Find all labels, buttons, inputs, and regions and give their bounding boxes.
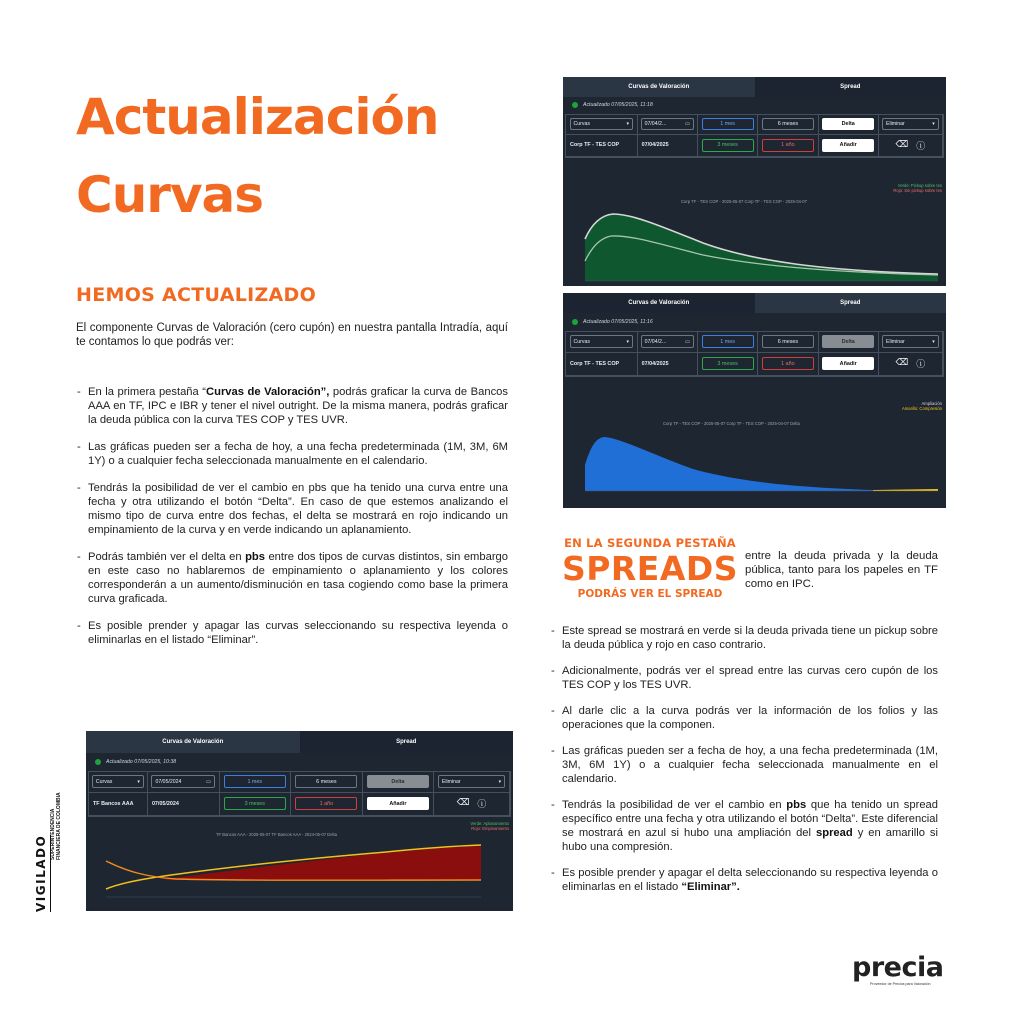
list-item: - Las gráficas pueden ser a fecha de hoy, a una fecha predeterminada (1M, 3M, 6M 1Y) o a cualquier fecha seleccionada manualmente en el calendario. bbox=[550, 744, 938, 786]
yield-curve-chart[interactable] bbox=[563, 205, 946, 286]
vigilado-label: VIGILADO bbox=[34, 835, 51, 912]
tab-curvas-valoracion[interactable]: Curvas de Valoración bbox=[86, 731, 300, 753]
delta-button[interactable]: Delta bbox=[822, 335, 874, 347]
legend-note-1: Ampliación bbox=[921, 401, 942, 406]
one-year-button[interactable]: 1 año bbox=[762, 139, 814, 152]
list-item: - Tendrás la posibilidad de ver el cambio en pbs que ha tenido una curva entre una fecha y otra utilizando el botón “Delta”. En caso de que estemos analizando el mismo tipo de curva entre dos fechas, el delta se mostrará en rojo indicando un empinamiento de la curva y en verde indicando un aplanamiento. bbox=[76, 481, 508, 537]
anadir-button[interactable]: Añadir bbox=[367, 797, 429, 811]
eliminar-dropdown[interactable]: Eliminar ▾ bbox=[882, 118, 939, 130]
spreads-description: entre la deuda privada y la deuda pública, tanto para los papeles en TF como en IPC. bbox=[745, 550, 938, 590]
date-picker[interactable]: 07/04/2... ▭ bbox=[641, 335, 694, 347]
tab-spread[interactable]: Spread bbox=[300, 731, 514, 753]
eraser-icon[interactable]: ⌫ bbox=[895, 357, 909, 368]
date-picker[interactable]: 07/04/2... ▭ bbox=[641, 118, 694, 130]
chevron-down-icon: ▾ bbox=[498, 778, 502, 785]
curve-date: 07/04/2025 bbox=[638, 353, 698, 376]
delta-area bbox=[585, 214, 938, 281]
superintendencia-label: SUPERINTENDENCIA FINANCIERA DE COLOMBIA bbox=[50, 792, 62, 860]
one-month-button[interactable]: 1 mes bbox=[702, 118, 754, 130]
chevron-down-icon: ▾ bbox=[626, 121, 630, 128]
curvas-valoracion-screenshot-top bbox=[563, 77, 946, 286]
spreads-kicker: EN LA SEGUNDA PESTAÑA bbox=[564, 536, 736, 550]
delta-button[interactable]: Delta bbox=[367, 775, 429, 787]
chevron-down-icon: ▾ bbox=[932, 338, 935, 345]
title-line-1: Actualización bbox=[76, 88, 439, 146]
updated-timestamp: Actualizado 07/05/2025, 10:38 bbox=[106, 758, 177, 765]
list-item: - Es posible prender y apagar las curvas seleccionando su respectiva leyenda o eliminarlas en el listado “Eliminar”. bbox=[76, 619, 508, 647]
one-year-button[interactable]: 1 año bbox=[762, 357, 814, 371]
three-months-button[interactable]: 3 meses bbox=[702, 139, 754, 152]
updated-timestamp: Actualizado 07/05/2025, 11:18 bbox=[583, 102, 653, 109]
logo-tagline: Proveedor de Precios para Valoración bbox=[870, 982, 931, 986]
list-item: - Las gráficas pueden ser a fecha de hoy, a una fecha predeterminada (1M, 3M, 6M 1Y) o a cualquier fecha seleccionada manualmente en el calendario. bbox=[76, 440, 508, 468]
one-month-button[interactable]: 1 mes bbox=[224, 775, 286, 787]
tab-curvas-valoracion[interactable]: Curvas de Valoración bbox=[563, 293, 755, 313]
legend-note-2: Amarillo: Compresión bbox=[901, 406, 942, 411]
list-item: - Este spread se mostrará en verde si la deuda privada tiene un pickup sobre la deuda pública y rojo en caso contrario. bbox=[550, 624, 938, 652]
page-title bbox=[76, 78, 546, 234]
chevron-down-icon: ▾ bbox=[932, 121, 935, 128]
precia-logo: precia bbox=[852, 952, 944, 983]
chevron-down-icon: ▾ bbox=[626, 338, 630, 345]
date-picker[interactable]: 07/05/2024 ▭ bbox=[151, 775, 215, 787]
curvas-dropdown[interactable]: Curvas ▾ bbox=[92, 775, 144, 787]
chart-legend[interactable]: Corp TF - TES COP - 2025-05-07 Corp TF - TES COP - 2025-04-07 bbox=[681, 199, 807, 204]
status-dot bbox=[572, 102, 578, 108]
section-heading: HEMOS ACTUALIZADO bbox=[76, 284, 317, 306]
spread-delta-chart[interactable] bbox=[563, 427, 946, 508]
tab-spread[interactable]: Spread bbox=[755, 293, 947, 313]
delta-button[interactable]: Delta bbox=[822, 118, 874, 130]
legend-note-2: Rojo: Empinamiento bbox=[471, 826, 509, 831]
curvas-dropdown[interactable]: Curvas ▾ bbox=[570, 118, 634, 130]
intro-paragraph: El componente Curvas de Valoración (cero cupón) en nuestra pantalla Intradía, aquí te contamos lo que podrás ver: bbox=[76, 322, 508, 348]
three-months-button[interactable]: 3 meses bbox=[224, 797, 286, 811]
help-icon[interactable]: ⓘ bbox=[477, 799, 487, 810]
six-months-button[interactable]: 6 meses bbox=[295, 775, 357, 787]
help-icon[interactable]: ⓘ bbox=[916, 359, 926, 370]
chevron-down-icon: ▾ bbox=[137, 778, 141, 785]
six-months-button[interactable]: 6 meses bbox=[762, 335, 814, 347]
anadir-button[interactable]: Añadir bbox=[822, 139, 874, 152]
legend-note-1: Verde: Aplanamiento bbox=[470, 821, 509, 826]
updated-timestamp: Actualizado 07/05/2025, 11:16 bbox=[583, 319, 653, 326]
list-item: - Adicionalmente, podrás ver el spread entre las curvas cero cupón de los TES COP y los TES UVR. bbox=[550, 664, 938, 692]
eraser-icon[interactable]: ⌫ bbox=[895, 138, 909, 149]
status-dot bbox=[572, 319, 578, 325]
calendar-icon: ▭ bbox=[685, 338, 690, 345]
spreads-callout bbox=[560, 536, 740, 600]
calendar-icon: ▭ bbox=[206, 778, 211, 785]
spreads-heading: SPREADS bbox=[561, 549, 739, 588]
help-icon[interactable]: ⓘ bbox=[916, 140, 926, 151]
eliminar-dropdown[interactable]: Eliminar ▾ bbox=[438, 775, 505, 787]
curve-name: TF Bancos AAA bbox=[89, 793, 148, 816]
eliminar-dropdown[interactable]: Eliminar ▾ bbox=[882, 335, 939, 347]
left-bullet-list bbox=[76, 385, 508, 660]
chart-legend[interactable]: TF Bancos AAA - 2025-05-07 TF Bancos AAA - 2024-05-07 Delta bbox=[216, 832, 337, 837]
delta-ampliacion-bars bbox=[585, 437, 873, 491]
spread-screenshot bbox=[563, 293, 946, 508]
legend-note-1: Verde: Pickup sobre tes bbox=[897, 183, 942, 188]
list-item: - Tendrás la posibilidad de ver el cambio en pbs que ha tenido un spread específico entre una fecha y otra utilizando el botón “Delta”. Este diferencial se mostrará en azul si hubo una ampliación del spread y en amarillo si hubo una compresión. bbox=[550, 798, 938, 854]
title-line-2: Curvas bbox=[76, 166, 264, 224]
tab-spread[interactable]: Spread bbox=[755, 77, 947, 97]
legend-note-2: Rojo: Sin pickup sobre tes bbox=[893, 188, 942, 193]
curvas-valoracion-screenshot-bottom bbox=[86, 731, 513, 911]
chart-legend[interactable]: Corp TF - TES COP - 2025-05-07 Corp TF - TES COP - 2025-04-07 Delta bbox=[663, 421, 800, 426]
one-month-button[interactable]: 1 mes bbox=[702, 335, 754, 347]
curvas-dropdown[interactable]: Curvas ▾ bbox=[570, 335, 634, 347]
spreads-footer: PODRÁS VER EL SPREAD bbox=[577, 588, 723, 600]
list-item: - Es posible prender y apagar el delta seleccionando su respectiva leyenda o eliminarlas en el listado “Eliminar”. bbox=[550, 866, 938, 894]
tf-bancos-aaa-chart[interactable] bbox=[86, 835, 513, 911]
list-item: - En la primera pestaña “Curvas de Valoración”, podrás graficar la curva de Bancos AAA en TF, IPC e IBR y tener el nivel outright. De la misma manera, podrás graficar la deuda pública con la curva TES COP y TES UVR. bbox=[76, 385, 508, 427]
delta-empinamiento-area bbox=[166, 846, 481, 880]
six-months-button[interactable]: 6 meses bbox=[762, 118, 814, 130]
curve-name: Corp TF - TES COP bbox=[566, 353, 638, 376]
tab-curvas-valoracion[interactable]: Curvas de Valoración bbox=[563, 77, 755, 97]
status-dot bbox=[95, 759, 101, 765]
right-bullet-list bbox=[550, 624, 938, 906]
list-item: - Podrás también ver el delta en pbs entre dos tipos de curvas distintos, sin embargo en este caso no hablaremos de empinamiento o aplanamiento y los colores corresponderán a un aumento/disminución en tasa cogiendo como base la primera curva graficada. bbox=[76, 550, 508, 606]
eraser-icon[interactable]: ⌫ bbox=[456, 797, 470, 808]
curve-date: 07/05/2024 bbox=[148, 793, 220, 816]
anadir-button[interactable]: Añadir bbox=[822, 357, 874, 371]
one-year-button[interactable]: 1 año bbox=[295, 797, 357, 811]
calendar-icon: ▭ bbox=[685, 121, 690, 128]
three-months-button[interactable]: 3 meses bbox=[702, 357, 754, 371]
curve-date: 07/04/2025 bbox=[638, 135, 698, 157]
list-item: - Al darle clic a la curva podrás ver la información de los folios y las operaciones que la componen. bbox=[550, 704, 938, 732]
curve-name: Corp TF - TES COP bbox=[566, 135, 638, 157]
